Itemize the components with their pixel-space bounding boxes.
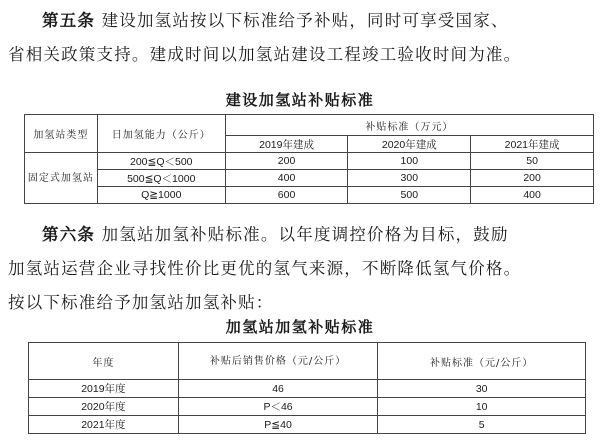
value-cell: 50 [471,153,594,170]
article-6-number: 第六条 [42,225,96,244]
year-cell: 2021年度 [29,416,179,434]
header-price: 补贴后销售价格（元/公斤） [178,343,378,380]
value-cell: 300 [348,170,471,187]
table-row [25,187,594,204]
article-5-line-2: 省相关政策支持。建成时间以加氢站建设工程竣工验收时间为准。 [8,45,522,64]
header-capacity: 日加氢能力（公斤） [97,115,225,153]
table-row [25,170,594,187]
table-header-row [25,115,594,136]
value-cell: 400 [225,170,348,187]
header-subsidy: 补贴标准（元/公斤） [378,343,586,380]
refueling-subsidy-table [28,342,586,434]
article-5-line-1 [8,4,594,38]
header-year: 年度 [29,343,179,380]
price-cell: 46 [178,380,378,398]
article-6-paragraph [8,218,594,320]
header-subsidy: 补贴标准（万元） [225,115,593,136]
price-cell: P≦40 [178,416,378,434]
table-row [29,416,586,434]
capacity-cell: 200≦Q＜500 [97,153,225,170]
value-cell: 200 [225,153,348,170]
article-5-text: 建设加氢站按以下标准给予补贴，同时可享受国家、 [101,11,509,30]
subsidy-cell: 10 [378,398,586,416]
article-6-line-1 [8,218,594,252]
year-cell: 2019年度 [29,380,179,398]
construction-subsidy-table [24,114,594,204]
article-6-line-3: 按以下标准给予加氢站加氢补贴： [8,293,274,312]
article-5-number: 第五条 [42,11,96,30]
price-cell: P＜46 [178,398,378,416]
value-cell: 500 [348,187,471,204]
header-year-2020: 2020年建成 [348,136,471,153]
subsidy-cell: 30 [378,380,586,398]
header-year-2019: 2019年建成 [225,136,348,153]
article-6-line-2: 加氢站运营企业寻找性价比更优的氢气来源，不断降低氢气价格。 [8,259,522,278]
table2-caption: 加氢站加氢补贴标准 [225,318,375,336]
table-row [25,153,594,170]
subsidy-cell: 5 [378,416,586,434]
value-cell: 400 [471,187,594,204]
header-year-2021: 2021年建成 [471,136,594,153]
capacity-cell: 500≦Q＜1000 [97,170,225,187]
table1-caption: 建设加氢站补贴标准 [225,91,375,109]
year-cell: 2020年度 [29,398,179,416]
article-6-text: 加氢站加氢补贴标准。以年度调控价格为目标，鼓励 [101,225,509,244]
value-cell: 100 [348,153,471,170]
table-row [29,380,586,398]
value-cell: 200 [471,170,594,187]
value-cell: 600 [225,187,348,204]
header-station-type: 加氢站类型 [25,115,98,153]
article-5-paragraph [8,4,594,72]
capacity-cell: Q≧1000 [97,187,225,204]
table-row [29,398,586,416]
table-header-row [29,343,586,380]
group-fixed-station: 固定式加氢站 [25,153,98,204]
